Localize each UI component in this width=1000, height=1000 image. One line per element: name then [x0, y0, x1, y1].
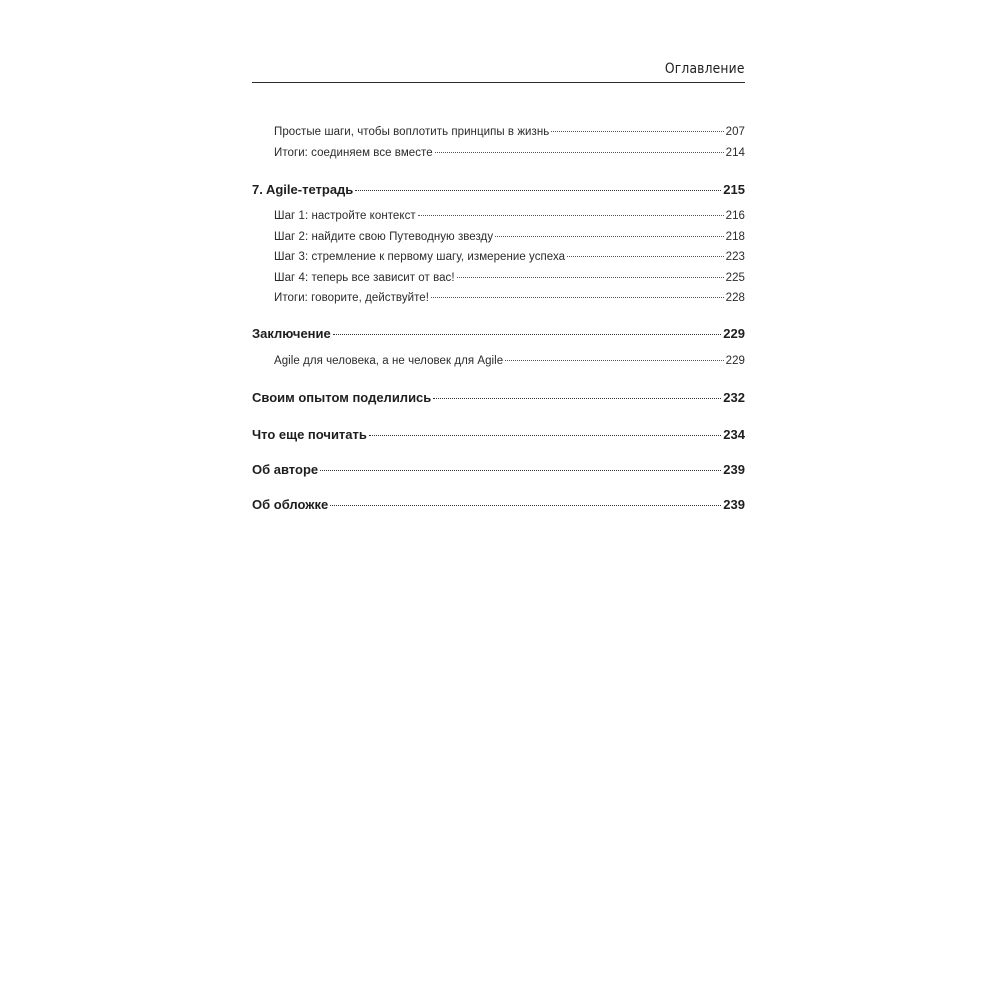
toc-page-number: 223: [725, 251, 745, 263]
toc-entry-title: Об авторе: [252, 462, 319, 477]
toc-entry-sub[interactable]: [274, 147, 745, 159]
toc-entry-chapter[interactable]: [252, 326, 745, 341]
dot-leader: [567, 256, 724, 257]
toc-page-number: 207: [725, 126, 745, 138]
toc-page-number: 228: [725, 292, 745, 304]
toc-page-number: 232: [723, 390, 745, 405]
toc-entry-title: Заключение: [252, 326, 331, 341]
toc-entry-title: Итоги: соединяем все вместе: [274, 147, 433, 159]
toc-page-number: 239: [723, 497, 745, 512]
toc-entry-title: Шаг 1: настройте контекст: [274, 210, 416, 222]
toc-page-number: 229: [723, 326, 745, 341]
toc-entry-title: Шаг 2: найдите свою Путеводную звезду: [274, 231, 494, 243]
toc-entry-chapter[interactable]: [252, 182, 745, 197]
toc-entry-sub[interactable]: [274, 251, 745, 263]
toc-page-number: 234: [723, 427, 745, 442]
dot-leader: [457, 277, 724, 278]
toc-entry-sub[interactable]: [274, 292, 745, 304]
toc-page-number: 215: [723, 182, 745, 197]
dot-leader: [320, 470, 721, 471]
dot-leader: [418, 215, 724, 216]
toc-entry-chapter[interactable]: [252, 462, 745, 477]
toc-page-number: 225: [725, 272, 745, 284]
toc-page-number: 214: [725, 147, 745, 159]
toc-entry-title: Шаг 3: стремление к первому шагу, измерение успеха: [274, 251, 566, 263]
toc-entry-title: Шаг 4: теперь все зависит от вас!: [274, 272, 455, 284]
toc-page-number: 218: [725, 231, 745, 243]
dot-leader: [355, 190, 721, 191]
dot-leader: [333, 334, 722, 335]
dot-leader: [330, 505, 721, 506]
toc-entry-title: Agile для человека, а не человек для Agile: [274, 355, 504, 367]
toc-entry-title: 7. Agile-тетрадь: [252, 182, 354, 197]
toc-page-number: 239: [723, 462, 745, 477]
dot-leader: [433, 398, 721, 399]
toc-entry-title: Простые шаги, чтобы воплотить принципы в жизнь: [274, 126, 550, 138]
toc-page-number: 229: [725, 355, 745, 367]
toc-entry-title: Своим опытом поделились: [252, 390, 432, 405]
toc-entry-sub[interactable]: [274, 272, 745, 284]
dot-leader: [431, 297, 724, 298]
toc-entry-sub[interactable]: [274, 210, 745, 222]
running-header-title: Оглавление: [665, 61, 745, 77]
dot-leader: [505, 360, 723, 361]
dot-leader: [369, 435, 721, 436]
toc-entry-chapter[interactable]: [252, 427, 745, 442]
toc-entry-sub[interactable]: [274, 231, 745, 243]
toc-entry-sub[interactable]: [274, 126, 745, 138]
running-header: [252, 60, 745, 83]
dot-leader: [435, 152, 724, 153]
dot-leader: [551, 131, 723, 132]
toc-page-number: 216: [725, 210, 745, 222]
toc-entry-title: Что еще почитать: [252, 427, 367, 442]
toc-entry-sub[interactable]: [274, 355, 745, 367]
toc-entry-chapter[interactable]: [252, 497, 745, 512]
toc-entry-chapter[interactable]: [252, 390, 745, 405]
toc-entry-title: Об обложке: [252, 497, 329, 512]
toc-entry-title: Итоги: говорите, действуйте!: [274, 292, 429, 304]
dot-leader: [495, 236, 724, 237]
